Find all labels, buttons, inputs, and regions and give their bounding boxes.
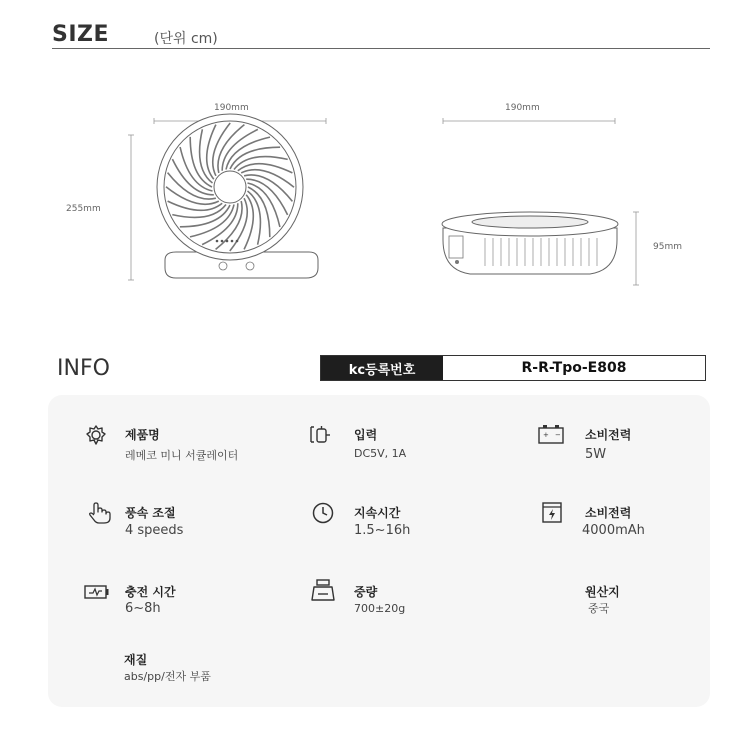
fan-front-view-illustration <box>120 110 340 290</box>
spec-label-product-name: 제품명 <box>125 428 160 442</box>
spec-label-wind-speed: 풍속 조절 <box>125 506 176 520</box>
spec-value-capacity: 4000mAh <box>582 523 645 538</box>
front-width-label: 190mm <box>214 103 249 113</box>
spec-value-material: abs/pp/전자 부품 <box>124 670 211 683</box>
battery-charge-icon <box>84 581 110 603</box>
spec-label-charge-time: 충전 시간 <box>125 585 176 599</box>
spec-label-capacity: 소비전력 <box>585 506 632 520</box>
spec-label-power: 소비전력 <box>585 428 632 442</box>
size-unit-note: (단위 cm) <box>154 31 218 47</box>
battery-icon <box>538 424 564 446</box>
clock-icon <box>310 502 336 524</box>
charging-icon <box>540 501 566 523</box>
spec-value-origin: 중국 <box>588 602 610 615</box>
spec-value-weight: 700±20g <box>354 602 406 615</box>
kc-registration-number: R-R-Tpo-E808 <box>521 360 627 376</box>
spec-label-weight: 중량 <box>354 585 378 599</box>
side-height-label: 95mm <box>653 242 682 252</box>
info-heading: INFO <box>57 356 110 381</box>
spec-value-duration: 1.5~16h <box>354 523 411 538</box>
plug-icon <box>307 424 333 446</box>
scale-icon <box>310 579 336 601</box>
spec-label-input: 입력 <box>354 428 378 442</box>
spec-label-duration: 지속시간 <box>354 506 401 520</box>
spec-value-product-name: 레메코 미니 서큘레이터 <box>125 449 239 462</box>
svg-text:−: − <box>555 431 561 439</box>
front-height-label: 255mm <box>66 204 101 214</box>
spec-value-power: 5W <box>585 447 607 462</box>
kc-registration-box <box>320 355 706 381</box>
spec-label-origin: 원산지 <box>585 585 620 599</box>
spec-value-input: DC5V, 1A <box>354 447 407 460</box>
side-width-label: 190mm <box>505 103 540 113</box>
fan-side-view-illustration <box>425 110 655 290</box>
size-divider <box>52 48 710 49</box>
hand-icon <box>87 502 113 524</box>
size-heading: SIZE <box>52 22 110 47</box>
kc-registration-label: kc등록번호 <box>321 356 443 380</box>
spec-value-wind-speed: 4 speeds <box>125 523 184 538</box>
spec-label-material: 재질 <box>124 653 148 667</box>
svg-text:+: + <box>543 431 549 439</box>
spec-value-charge-time: 6~8h <box>125 601 161 616</box>
gear-icon <box>84 424 110 446</box>
